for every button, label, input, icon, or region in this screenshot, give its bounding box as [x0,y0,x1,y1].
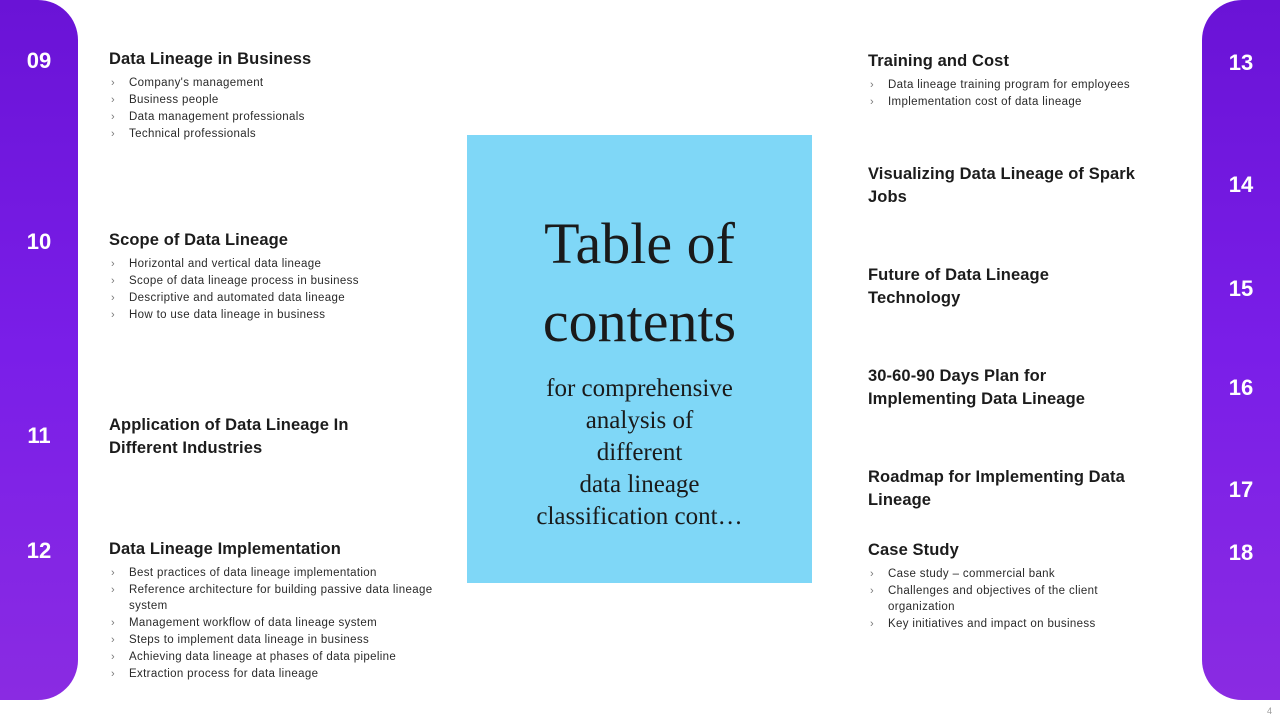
section-future-of-data-lineage-technology[interactable] [868,264,1138,314]
list-item-label: Steps to implement data lineage in business [129,634,370,646]
chevron-right-icon: › [111,617,116,629]
chevron-right-icon: › [111,128,116,140]
toc-subtitle [467,361,812,533]
list-item [868,583,1168,615]
section-visualizing-data-lineage-spark-jobs[interactable] [868,163,1148,213]
right-number-15: 15 [1228,276,1254,301]
list-item [109,273,439,289]
toc-title-line-2: contents [542,289,737,354]
list-item [868,616,1168,632]
right-number-17: 17 [1228,477,1254,502]
list-item-label: Extraction process for data lineage [129,668,319,680]
right-number-13: 13 [1228,50,1254,75]
list-item-label: Achieving data lineage at phases of data pipeline [129,651,397,663]
left-number-12: 12 [26,538,52,563]
chevron-right-icon: › [111,258,116,270]
section-application-of-data-lineage[interactable] [109,414,409,464]
list-item-label: Company's management [129,77,264,89]
section-heading: Future of Data Lineage Technology [868,266,1049,307]
list-item-label: Data management professionals [129,111,305,123]
chevron-right-icon: › [111,634,116,646]
list-item [109,126,439,142]
right-number-18: 18 [1228,540,1254,565]
chevron-right-icon: › [111,77,116,89]
chevron-right-icon: › [111,668,116,680]
right-number-14: 14 [1228,172,1254,197]
list-item [868,566,1168,582]
section-bullet-list [109,256,439,323]
list-item-label: Business people [129,94,219,106]
section-heading: Training and Cost [868,52,1010,70]
list-item [109,92,439,108]
section-training-and-cost[interactable] [868,50,1168,111]
list-item-label: Best practices of data lineage implementation [129,567,377,579]
list-item [109,75,439,91]
toc-subtitle-line-1: for comprehensive [546,375,733,402]
list-item-label: Technical professionals [129,128,256,140]
section-heading: Application of Data Lineage In Different Industries [109,416,349,457]
list-item [109,565,439,581]
right-purple-rail [1202,0,1280,700]
section-bullet-list [109,565,439,682]
left-number-09: 09 [26,48,52,73]
list-item [868,94,1168,110]
chevron-right-icon: › [111,94,116,106]
section-30-60-90-days-plan[interactable] [868,365,1148,415]
chevron-right-icon: › [111,584,116,596]
toc-subtitle-line-5: classification cont… [536,503,743,530]
section-bullet-list [868,566,1168,632]
chevron-right-icon: › [870,79,875,91]
list-item-label: Scope of data lineage process in business [129,275,359,287]
list-item-label: Case study – commercial bank [888,568,1056,580]
table-of-contents-panel [467,135,812,583]
list-item-label: Implementation cost of data lineage [888,96,1082,108]
list-item [109,256,439,272]
right-number-16: 16 [1228,375,1254,400]
list-item [109,649,439,665]
list-item-label: Descriptive and automated data lineage [129,292,345,304]
list-item [109,109,439,125]
left-purple-rail [0,0,78,700]
chevron-right-icon: › [870,618,875,630]
page-number: 4 [1266,706,1272,716]
section-heading: Data Lineage in Business [109,50,312,68]
toc-subtitle-line-2: analysis of [585,407,694,434]
chevron-right-icon: › [870,96,875,108]
chevron-right-icon: › [870,568,875,580]
section-scope-of-data-lineage[interactable] [109,229,439,324]
section-bullet-list [868,77,1168,110]
section-heading: Roadmap for Implementing Data Lineage [868,468,1125,509]
list-item [109,582,439,614]
section-heading: Data Lineage Implementation [109,540,341,558]
list-item-label: Management workflow of data lineage system [129,617,378,629]
toc-title-line-1: Table of [544,211,735,276]
section-bullet-list [109,75,439,142]
section-heading: Case Study [868,541,959,559]
section-roadmap-for-implementing-data-lineage[interactable] [868,466,1148,516]
section-heading: 30-60-90 Days Plan for Implementing Data Lineage [868,367,1086,408]
chevron-right-icon: › [111,292,116,304]
toc-subtitle-line-3: different [596,439,683,466]
chevron-right-icon: › [111,567,116,579]
chevron-right-icon: › [111,651,116,663]
list-item [109,632,439,648]
toc-title [467,135,812,361]
list-item-label: Key initiatives and impact on business [888,618,1096,630]
chevron-right-icon: › [111,111,116,123]
list-item-label: How to use data lineage in business [129,309,326,321]
list-item [868,77,1168,93]
chevron-right-icon: › [111,275,116,287]
section-data-lineage-implementation[interactable] [109,538,439,683]
left-number-10: 10 [26,229,52,254]
list-item-label: Horizontal and vertical data lineage [129,258,322,270]
list-item [109,290,439,306]
chevron-right-icon: › [870,585,875,597]
chevron-right-icon: › [111,309,116,321]
list-item [109,307,439,323]
toc-subtitle-line-4: data lineage [579,471,700,498]
section-data-lineage-in-business[interactable] [109,48,439,143]
section-heading: Visualizing Data Lineage of Spark Jobs [868,165,1136,206]
list-item-label: Challenges and objectives of the client organization [888,585,1098,613]
section-case-study[interactable] [868,539,1168,633]
section-heading: Scope of Data Lineage [109,231,289,249]
list-item [109,666,439,682]
list-item [109,615,439,631]
list-item-label: Data lineage training program for employees [888,79,1130,91]
left-number-11: 11 [27,423,51,448]
list-item-label: Reference architecture for building passive data lineage system [129,584,433,612]
